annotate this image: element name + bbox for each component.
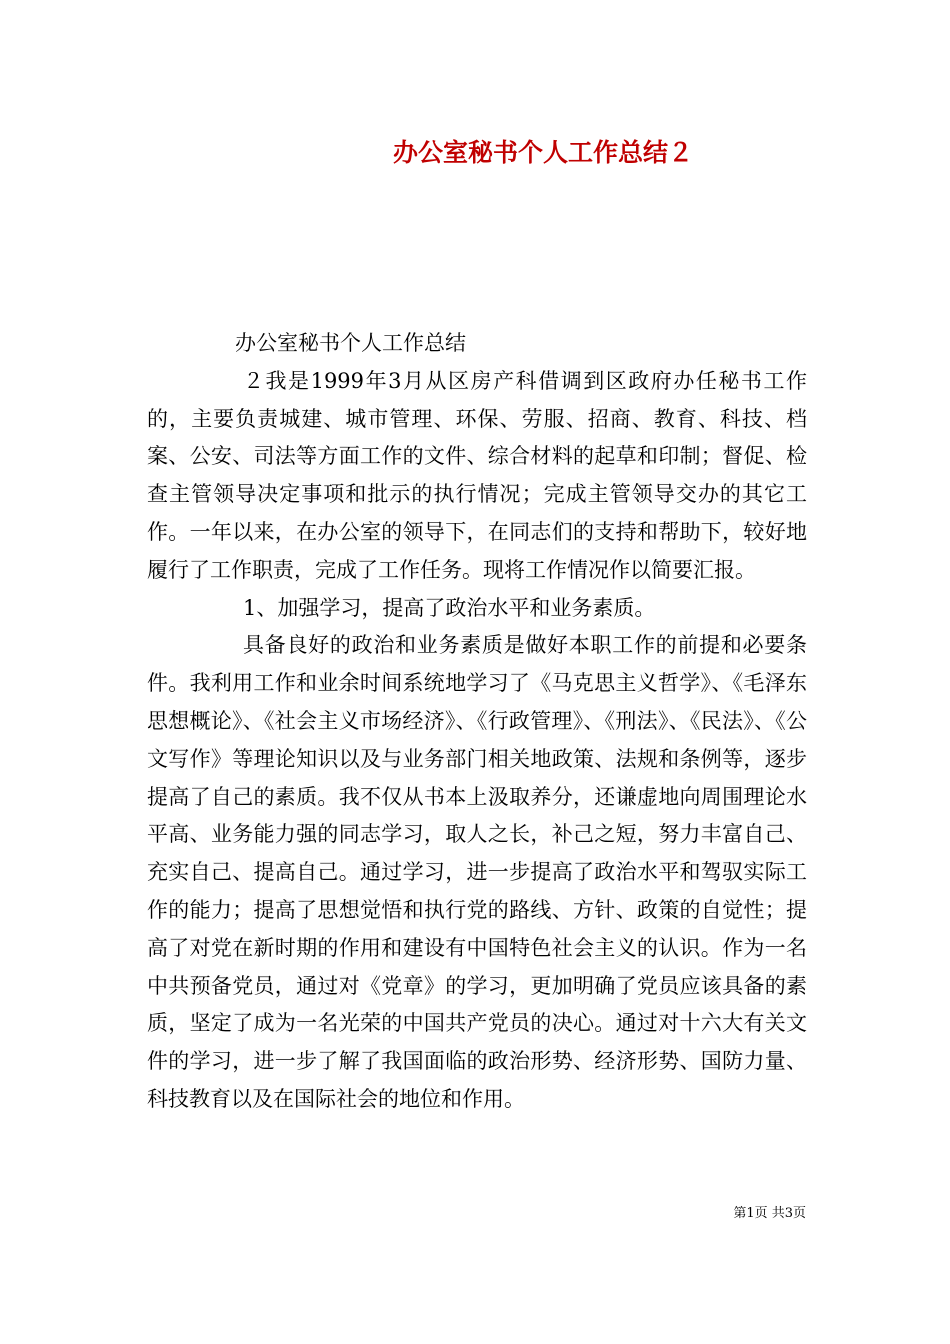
document-subtitle: 办公室秘书个人工作总结	[235, 331, 466, 355]
section-heading-1: 1、加强学习，提高了政治水平和业务素质。	[243, 595, 656, 620]
document-title	[0, 136, 950, 170]
page-footer	[0, 1205, 950, 1223]
page-indicator: 第1页 共3页	[733, 1206, 806, 1221]
paragraph-intro: ２我是1999年3月从区房产科借调到区政府办任秘书工作的，主要负责城建、城市管理、环保、劳服、招商、教育、科技、档案、公安、司法等方面工作的文件、综合材料的起草和印制；督促、检查主管领导决定事项和批示的执行情况；完成主管领导交办的其它工作。一年以来，在办公室的领导下，在同志们的支持和帮助下，较好地履行了工作职责，完成了工作任务。现将工作情况作以简要汇报。	[147, 368, 807, 582]
document-body	[147, 325, 807, 1119]
document-title-text: 办公室秘书个人工作总结２	[392, 138, 693, 167]
paragraph-study: 具备良好的政治和业务素质是做好本职工作的前提和必要条件。我利用工作和业余时间系统地学习了《马克思主义哲学》、《毛泽东思想概论》、《社会主义市场经济》、《行政管理》、《刑法》、《民法》、《公文写作》等理论知识以及与业务部门相关地政策、法规和条例等，逐步提高了自己的素质。我不仅从书本上汲取养分，还谦虚地向周围理论水平高、业务能力强的同志学习，取人之长，补己之短，努力丰富自己、充实自己、提高自己。通过学习，进一步提高了政治水平和驾驭实际工作的能力；提高了思想觉悟和执行党的路线、方针、政策的自觉性；提高了对党在新时期的作用和建设有中国特色社会主义的认识。作为一名中共预备党员，通过对《党章》的学习，更加明确了党员应该具备的素质，坚定了成为一名光荣的中国共产党员的决心。通过对十六大有关文件的学习，进一步了解了我国面临的政治形势、经济形势、国防力量、科技教育以及在国际社会的地位和作用。	[147, 633, 807, 1111]
